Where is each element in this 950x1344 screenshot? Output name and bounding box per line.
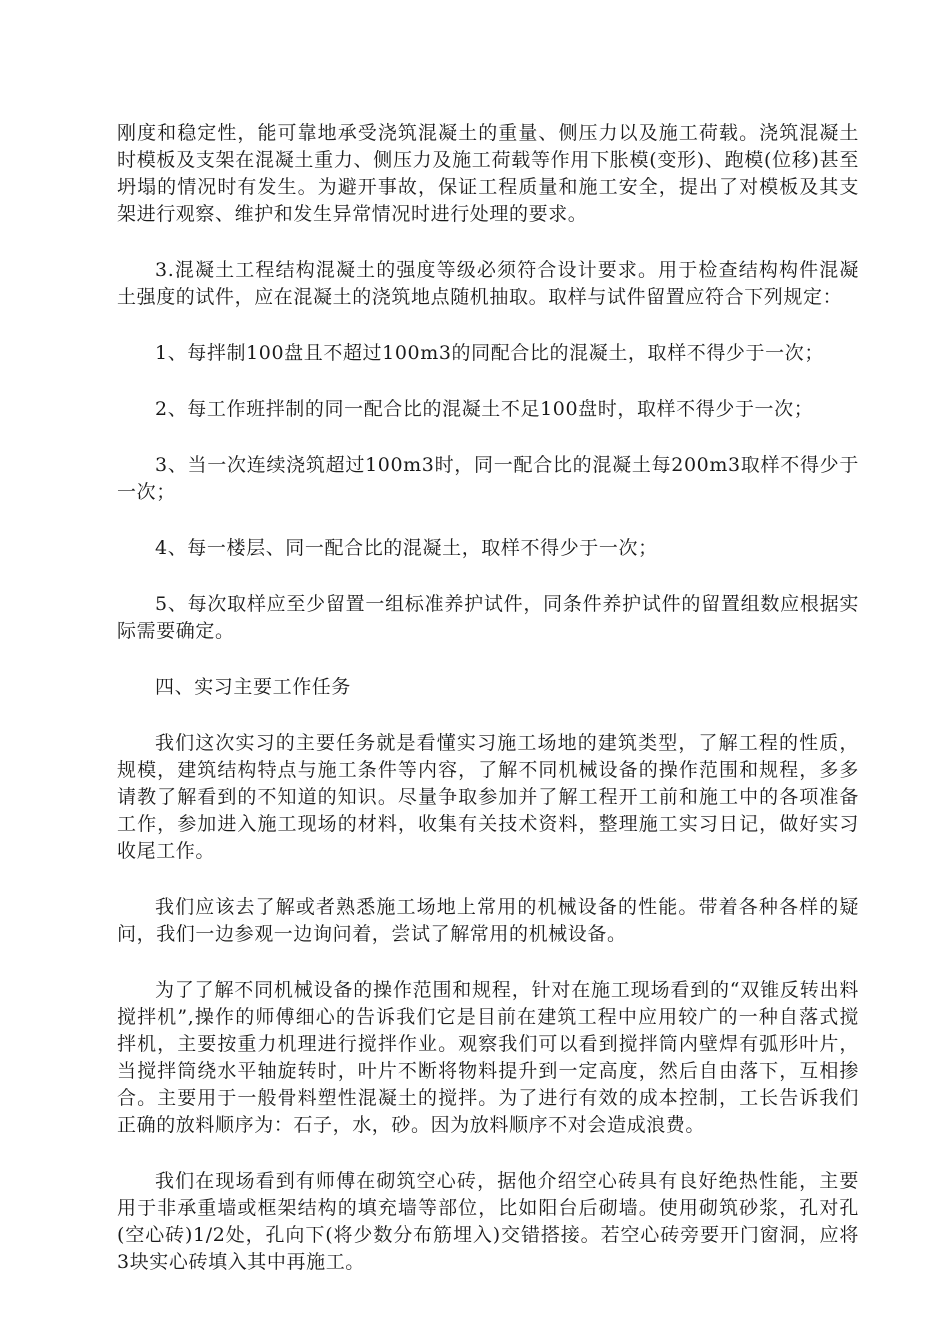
list-item-rule-3: 3、当一次连续浇筑超过100m3时，同一配合比的混凝土每200m3取样不得少于一次；	[117, 454, 859, 503]
paragraph-hollow-brick: 我们在现场看到有师傅在砌筑空心砖，据他介绍空心砖具有良好绝热性能，主要用于非承重墙或框架结构的填充墙等部位，比如阳台后砌墙。使用砌筑砂浆，孔对孔(空心砖)1/2处，孔向下(将少数分布筋埋入)交错搭接。若空心砖旁要开门窗洞，应将3块实心砖填入其中再施工。	[117, 1170, 859, 1273]
paragraph-concrete-strength: 3.混凝土工程结构混凝土的强度等级必须符合设计要求。用于检查结构构件混凝土强度的试件，应在混凝土的浇筑地点随机抽取。取样与试件留置应符合下列规定：	[117, 259, 859, 308]
paragraph-mixer: 为了了解不同机械设备的操作范围和规程，针对在施工现场看到的“双锥反转出料搅拌机”,操作的师傅细心的告诉我们它是目前在建筑工程中应用较广的一种自落式搅拌机，主要按重力机理进行搅拌作业。观察我们可以看到搅拌筒内壁焊有弧形叶片，当搅拌筒绕水平轴旋转时，叶片不断将物料提升到一定高度，然后自由落下，互相掺合。主要用于一般骨料塑性混凝土的搅拌。为了进行有效的成本控制，工长告诉我们正确的放料顺序为：石子，水，砂。因为放料顺序不对会造成浪费。	[117, 979, 859, 1136]
list-item-rule-2: 2、每工作班拌制的同一配合比的混凝土不足100盘时，取样不得少于一次；	[155, 398, 814, 420]
section-heading: 四、实习主要工作任务	[155, 676, 352, 698]
list-item-rule-1: 1、每拌制100盘且不超过100m3的同配合比的混凝土，取样不得少于一次；	[155, 342, 824, 364]
list-item-rule-5: 5、每次取样应至少留置一组标准养护试件，同条件养护试件的留置组数应根据实际需要确定。	[117, 593, 859, 642]
paragraph-machinery: 我们应该去了解或者熟悉施工场地上常用的机械设备的性能。带着各种各样的疑问，我们一边参观一边询问着，尝试了解常用的机械设备。	[117, 896, 859, 945]
document-body	[117, 120, 859, 1305]
paragraph-main-task: 我们这次实习的主要任务就是看懂实习施工场地的建筑类型，了解工程的性质，规模，建筑结构特点与施工条件等内容，了解不同机械设备的操作范围和规程，多多请教了解看到的不知道的知识。尽量争取参加并了解工程开工前和施工中的各项准备工作，参加进入施工现场的材料，收集有关技术资料，整理施工实习日记，做好实习收尾工作。	[117, 732, 859, 862]
list-item-rule-4: 4、每一楼层、同一配合比的混凝土，取样不得少于一次；	[155, 537, 658, 559]
paragraph-continued: 刚度和稳定性，能可靠地承受浇筑混凝土的重量、侧压力以及施工荷载。浇筑混凝土时模板及支架在混凝土重力、侧压力及施工荷载等作用下胀模(变形)、跑模(位移)甚至坍塌的情况时有发生。为避开事故，保证工程质量和施工安全，提出了对模板及其支架进行观察、维护和发生异常情况时进行处理的要求。	[117, 122, 859, 225]
